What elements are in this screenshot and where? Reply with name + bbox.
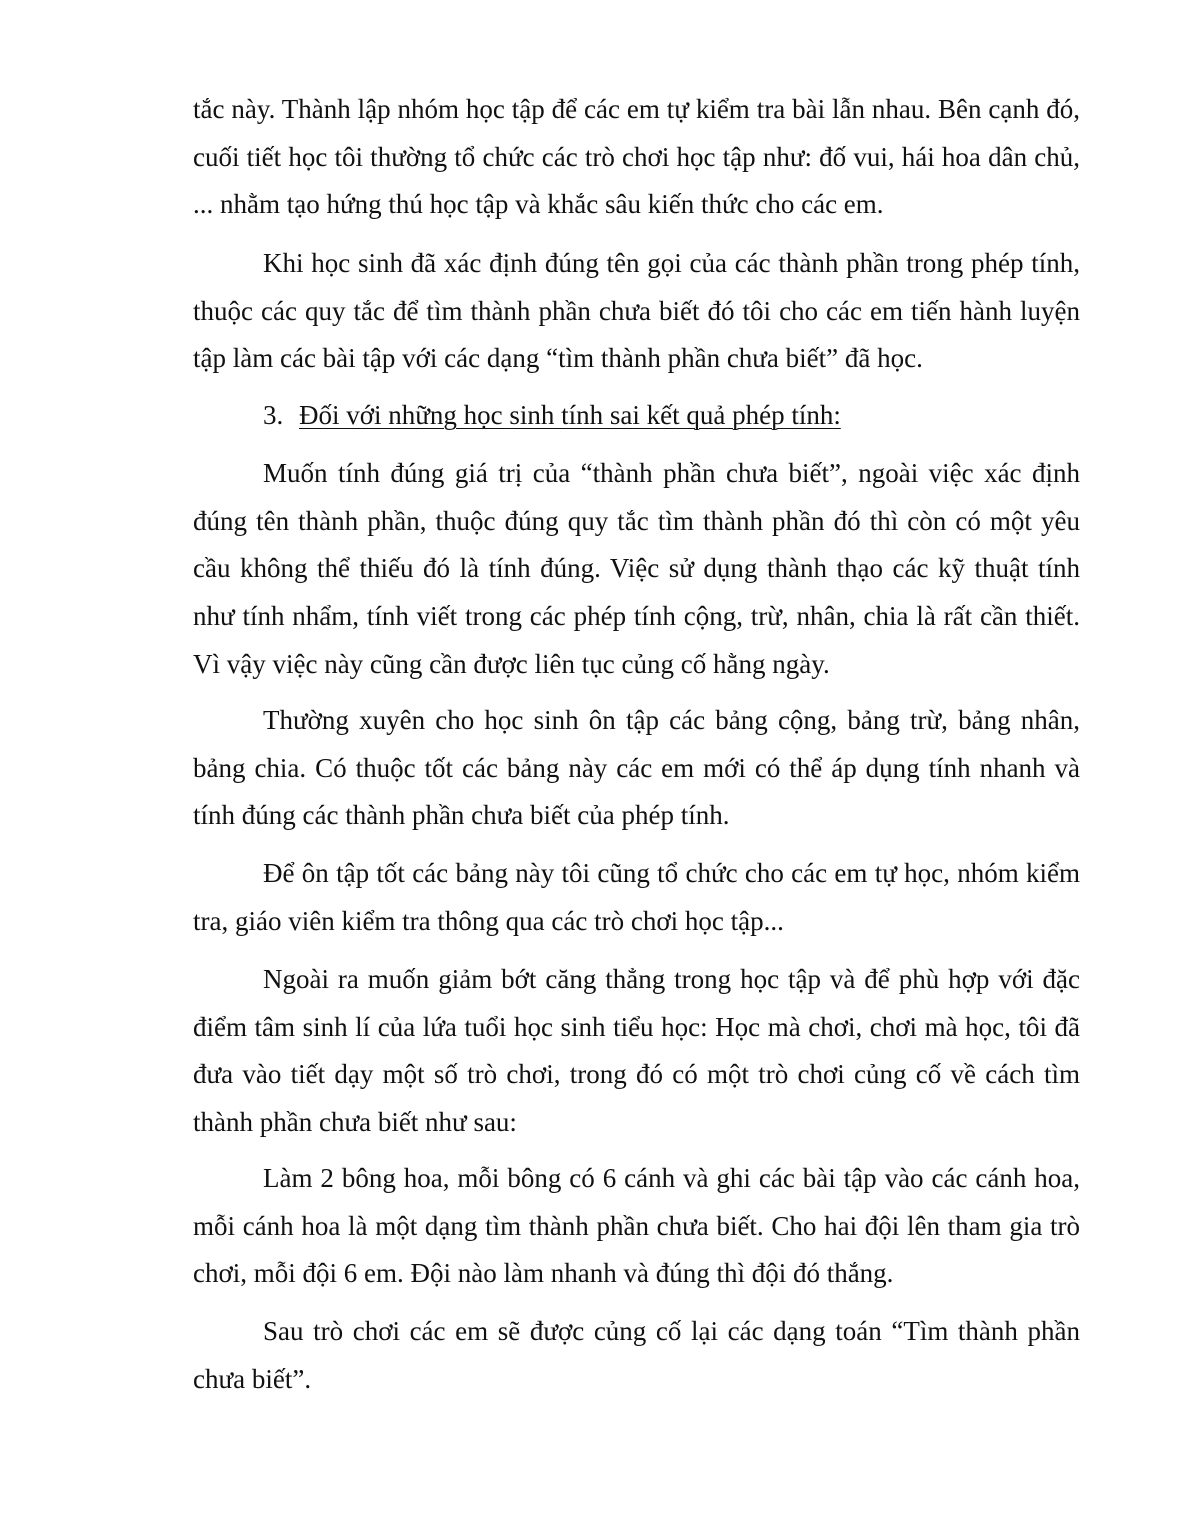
section-heading — [263, 392, 1080, 440]
paragraph-review-tables: Thường xuyên cho học sinh ôn tập các bảng cộng, bảng trừ, bảng nhân, bảng chia. Có thuộc tốt các bảng này các em mới có thể áp dụng tính nhanh và tính đúng các thành phần chưa biết của phép tính. — [193, 705, 1080, 831]
paragraph-games: Ngoài ra muốn giảm bớt căng thẳng trong học tập và để phù hợp với đặc điểm tâm sinh lí của lứa tuổi học sinh tiểu học: Học mà chơi, chơi mà học, tôi đã đưa vào tiết dạy một số trò chơi, trong đó có một trò chơi củng cố về cách tìm thành phần chưa biết như sau: — [193, 964, 1080, 1138]
paragraph-practice: Khi học sinh đã xác định đúng tên gọi của các thành phần trong phép tính, thuộc các quy tắc để tìm thành phần chưa biết đó tôi cho các em tiến hành luyện tập làm các bài tập với các dạng “tìm thành phần chưa biết” đã học. — [193, 248, 1080, 374]
paragraph-continuation: tắc này. Thành lập nhóm học tập để các em tự kiểm tra bài lẫn nhau. Bên cạnh đó, cuối tiết học tôi thường tổ chức các trò chơi học tập như: đố vui, hái hoa dân chủ, ... nhằm tạo hứng thú học tập và khắc sâu kiến thức cho các em. — [193, 94, 1080, 220]
paragraph-flower-game: Làm 2 bông hoa, mỗi bông có 6 cánh và ghi các bài tập vào các cánh hoa, mỗi cánh hoa là một dạng tìm thành phần chưa biết. Cho hai đội lên tham gia trò chơi, mỗi đội 6 em. Đội nào làm nhanh và đúng thì đội đó thắng. — [193, 1163, 1080, 1289]
section-number: 3. — [263, 400, 284, 430]
paragraph-conclusion: Sau trò chơi các em sẽ được củng cố lại các dạng toán “Tìm thành phần chưa biết”. — [193, 1316, 1080, 1394]
section-title: Đối với những học sinh tính sai kết quả phép tính: — [299, 400, 841, 430]
paragraph-self-study: Để ôn tập tốt các bảng này tôi cũng tổ chức cho các em tự học, nhóm kiểm tra, giáo viên kiểm tra thông qua các trò chơi học tập... — [193, 858, 1080, 936]
paragraph-compute-correctly: Muốn tính đúng giá trị của “thành phần chưa biết”, ngoài việc xác định đúng tên thành phần, thuộc đúng quy tắc tìm thành phần đó thì còn có một yêu cầu không thể thiếu đó là tính đúng. Việc sử dụng thành thạo các kỹ thuật tính như tính nhẩm, tính viết trong các phép tính cộng, trừ, nhân, chia là rất cần thiết. Vì vậy việc này cũng cần được liên tục củng cố hằng ngày. — [193, 458, 1080, 679]
